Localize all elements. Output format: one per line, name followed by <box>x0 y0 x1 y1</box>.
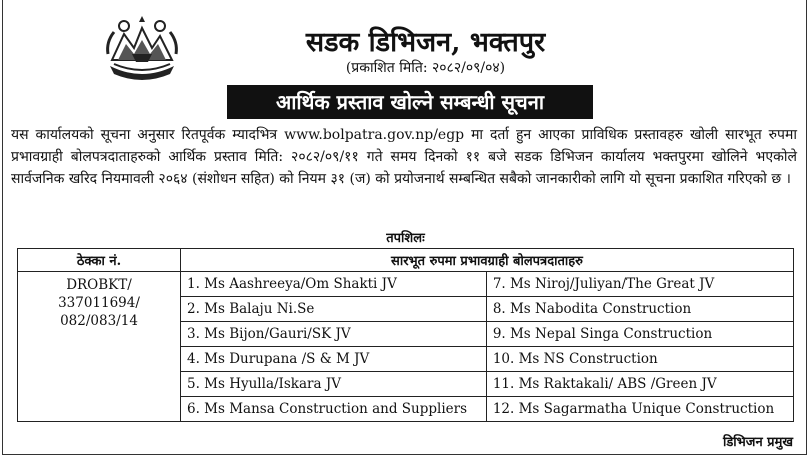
table-row <box>18 272 794 297</box>
bidder-cell: 1. Ms Aashreeya/Om Shakti JV <box>181 272 487 297</box>
bidder-cell: 11. Ms Raktakali/ ABS /Green JV <box>486 372 793 397</box>
bidder-cell: 5. Ms Hyulla/Iskara JV <box>181 372 487 397</box>
contract-no-line: 337011694/ <box>58 295 140 311</box>
bidder-cell: 10. Ms NS Construction <box>486 347 793 372</box>
office-title: सडक डिभिजन, भक्तपुर <box>305 27 546 58</box>
table-header-row <box>18 249 794 272</box>
bidder-cell: 8. Ms Nabodita Construction <box>486 297 793 322</box>
contract-no-line: 082/083/14 <box>60 313 138 329</box>
notice-title-banner: आर्थिक प्रस्ताव खोल्ने सम्बन्धी सूचना <box>227 85 593 119</box>
bidder-cell: 6. Ms Mansa Construction and Suppliers <box>181 397 487 422</box>
bidder-cell: 4. Ms Durupana /S & M JV <box>181 347 487 372</box>
details-label: तपशिलः <box>386 231 425 246</box>
contract-no-cell <box>18 272 181 422</box>
bidders-header: सारभूत रुपमा प्रभावग्राही बोलपत्रदाताहरु <box>181 249 794 272</box>
contract-no-line: DROBKT/ <box>66 277 132 293</box>
bidder-cell: 3. Ms Bijon/Gauri/SK JV <box>181 322 487 347</box>
contract-no-header: ठेक्का नं. <box>18 249 181 272</box>
bidders-table <box>17 248 794 422</box>
bidder-cell: 7. Ms Niroj/Juliyan/The Great JV <box>486 272 793 297</box>
bidder-cell: 9. Ms Nepal Singa Construction <box>486 322 793 347</box>
published-date: (प्रकाशित मिति: २०८२/०९/०४) <box>345 60 506 76</box>
signature-title: डिभिजन प्रमुख <box>722 435 793 450</box>
notice-paragraph: यस कार्यालयको सूचना अनुसार रितपूर्वक म्यादभित्र www.bolpatra.gov.np/egp मा दर्ता हुन आएका प्राविधिक प्रस्तावहरु खोली सारभूत रुपमा प्रभावग्राही बोलपत्रदाताहरुको आर्थिक प्रस्ताव मिति: २०८२/०९/११ गते समय दिनको ११ बजे सडक डिभिजन कार्यालय भक्तपुरमा खोलिने भएकोले सार्वजनिक खरिद नियमावली २०६४ (संशोधन सहित) को नियम ३१ (ज) को प्रयोजनार्थ सम्बन्धित सबैको जानकारीको लागि यो सूचना प्रकाशित गरिएको छ । <box>11 127 797 187</box>
bidder-cell: 12. Ms Sagarmatha Unique Construction <box>486 397 793 422</box>
bidder-cell: 2. Ms Balaju Ni.Se <box>181 297 487 322</box>
